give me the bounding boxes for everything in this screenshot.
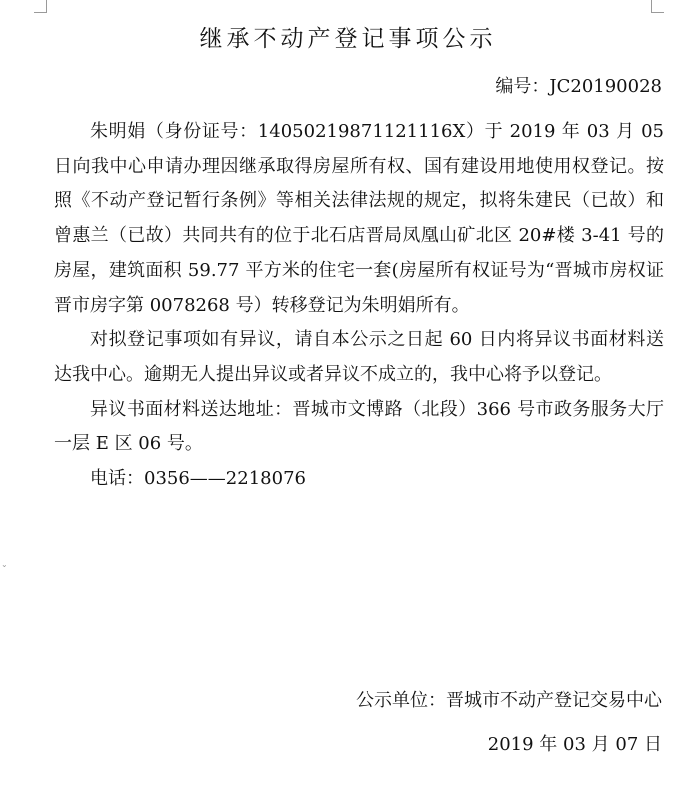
margin-marker-icon: ⌄: [1, 560, 8, 569]
document-body: [54, 115, 664, 497]
issuing-organization: 公示单位：晋城市不动产登记交易中心: [356, 690, 662, 711]
crop-mark-top-right: [651, 0, 664, 13]
paragraph-application: 朱明娟（身份证号：14050219871121116X）于 2019 年 03 月 05 日向我中心申请办理因继承取得房屋所有权、国有建设用地使用权登记。按照《不动产登记暂行条例》等相关法律法规的规定，拟将朱建民（已故）和曾惠兰（已故）共同共有的位于北石店晋局凤凰山矿北区 20#楼 3-41 号的房屋，建筑面积 59.77 平方米的住宅一套(房屋所有权证号为“晋城市房权证晋市房字第 0078268 号）转移登记为朱明娟所有。: [54, 121, 664, 316]
paragraph-objection-notice: 对拟登记事项如有异议，请自本公示之日起 60 日内将异议书面材料送达我中心。逾期无人提出异议或者异议不成立的，我中心将予以登记。: [54, 329, 664, 385]
issue-date: 2019 年 03 月 07 日: [487, 734, 662, 755]
paragraph-phone: 电话：0356——2218076: [90, 468, 306, 490]
paragraph-objection-address: 异议书面材料送达地址：晋城市文博路（北段）366 号市政务服务大厅一层 E 区 06 号。: [54, 398, 664, 455]
crop-mark-top-left: [34, 0, 47, 13]
document-title: 继承不动产登记事项公示: [199, 26, 497, 52]
document-number: 编号：JC20190028: [495, 76, 662, 97]
